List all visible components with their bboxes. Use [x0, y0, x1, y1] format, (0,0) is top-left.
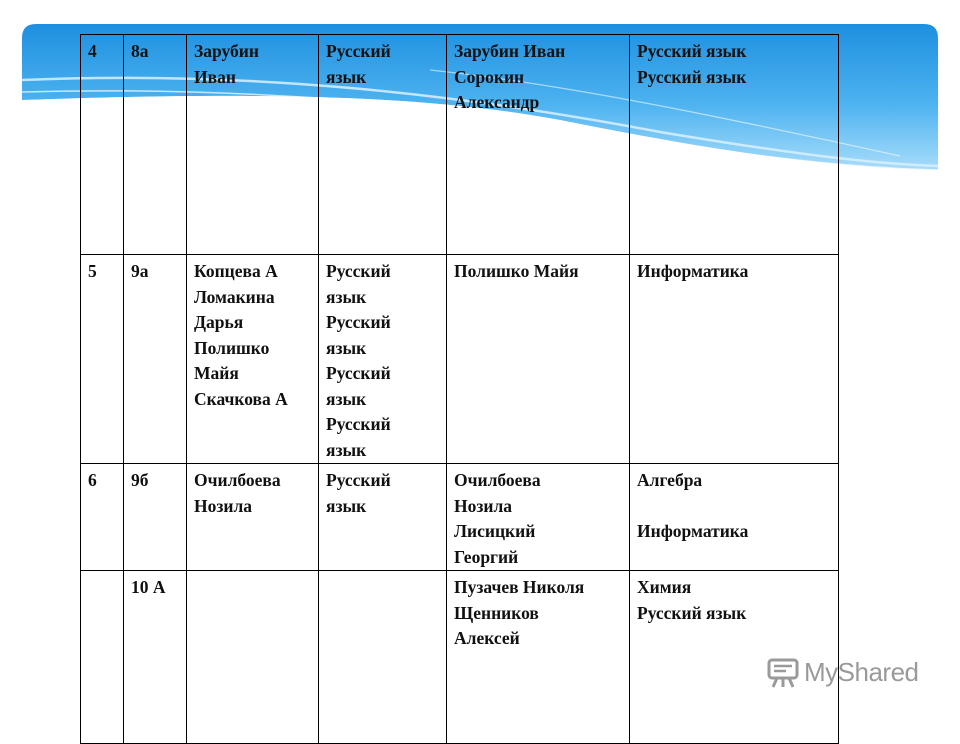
students-cell	[187, 35, 319, 255]
row-number	[81, 35, 124, 255]
cell-line: язык	[326, 439, 367, 460]
cell-text: 4	[88, 41, 97, 61]
table-row	[81, 35, 839, 255]
students-cell	[187, 255, 319, 464]
cell-line: Алексей	[454, 628, 520, 648]
subjects-cell	[319, 571, 447, 744]
cell-line: Русский язык	[637, 66, 747, 87]
cell-line: Алгебра	[637, 470, 703, 490]
cell-line: Русский	[326, 470, 391, 490]
cell-line: Химия	[637, 577, 692, 597]
cell-line: Полишко Майя	[454, 261, 579, 281]
cell-line: Русский язык	[637, 41, 747, 61]
table-row	[81, 464, 839, 571]
row-number	[81, 464, 124, 571]
cell-text: 5	[88, 261, 97, 281]
class-cell	[124, 255, 187, 464]
cell-line: Русский	[326, 414, 391, 434]
cell-line: Щенников	[454, 602, 539, 623]
row-number	[81, 255, 124, 464]
watermark-text: MyShared	[804, 656, 919, 687]
cell-line: Русский язык	[637, 602, 747, 623]
students2-cell	[447, 255, 630, 464]
class-cell	[124, 35, 187, 255]
cell-line: Александр	[454, 92, 540, 112]
class-cell	[124, 571, 187, 744]
students2-cell	[447, 571, 630, 744]
cell-line: Русский	[326, 363, 391, 383]
students-cell	[187, 571, 319, 744]
cell-line: Лисицкий	[454, 521, 536, 541]
cell-line: Очилбоева	[194, 470, 281, 490]
table-row	[81, 571, 839, 744]
cell-line: Пузачев Николя	[454, 577, 585, 597]
cell-line: Полишко	[194, 337, 270, 358]
cell-line: Скачкова А	[194, 388, 288, 409]
cell-line: Копцева А	[194, 261, 278, 281]
students-cell	[187, 464, 319, 571]
cell-text: 9б	[131, 470, 149, 490]
subjects-cell	[319, 464, 447, 571]
cell-line: Русский	[326, 41, 391, 61]
table-row	[81, 255, 839, 464]
cell-line: Нозила	[194, 495, 253, 516]
cell-line: Дарья	[194, 312, 244, 332]
cell-line: язык	[326, 388, 367, 409]
subjects-cell	[319, 35, 447, 255]
cell-text: 8а	[131, 41, 149, 61]
cell-line: Русский	[326, 312, 391, 332]
students2-cell	[447, 464, 630, 571]
cell-text: 6	[88, 470, 97, 490]
cell-line: язык	[326, 337, 367, 358]
cell-line: Информатика	[637, 261, 749, 281]
presentation-board-icon	[766, 655, 800, 689]
subjects2-cell	[630, 464, 839, 571]
cell-line: язык	[326, 495, 367, 516]
cell-line: Информатика	[637, 521, 749, 541]
cell-line: Сорокин	[454, 66, 525, 87]
subjects-cell	[319, 255, 447, 464]
cell-line: Очилбоева	[454, 470, 541, 490]
line-gap	[637, 494, 832, 520]
cell-line: язык	[326, 66, 367, 87]
cell-line: Нозила	[454, 495, 513, 516]
class-cell	[124, 464, 187, 571]
cell-text: 9а	[131, 261, 149, 281]
cell-line: Ломакина	[194, 286, 275, 307]
cell-line: язык	[326, 286, 367, 307]
subjects2-cell	[630, 35, 839, 255]
watermark-logo	[766, 655, 919, 689]
cell-line: Георгий	[454, 546, 519, 567]
cell-line: Иван	[194, 66, 236, 87]
subjects2-cell	[630, 255, 839, 464]
cell-text: 10 А	[131, 577, 166, 597]
cell-line: Зарубин Иван	[454, 41, 566, 61]
cell-line: Майя	[194, 363, 239, 383]
cell-line: Зарубин	[194, 41, 259, 61]
students2-cell	[447, 35, 630, 255]
row-number	[81, 571, 124, 744]
schedule-table	[80, 34, 839, 744]
cell-line: Русский	[326, 261, 391, 281]
